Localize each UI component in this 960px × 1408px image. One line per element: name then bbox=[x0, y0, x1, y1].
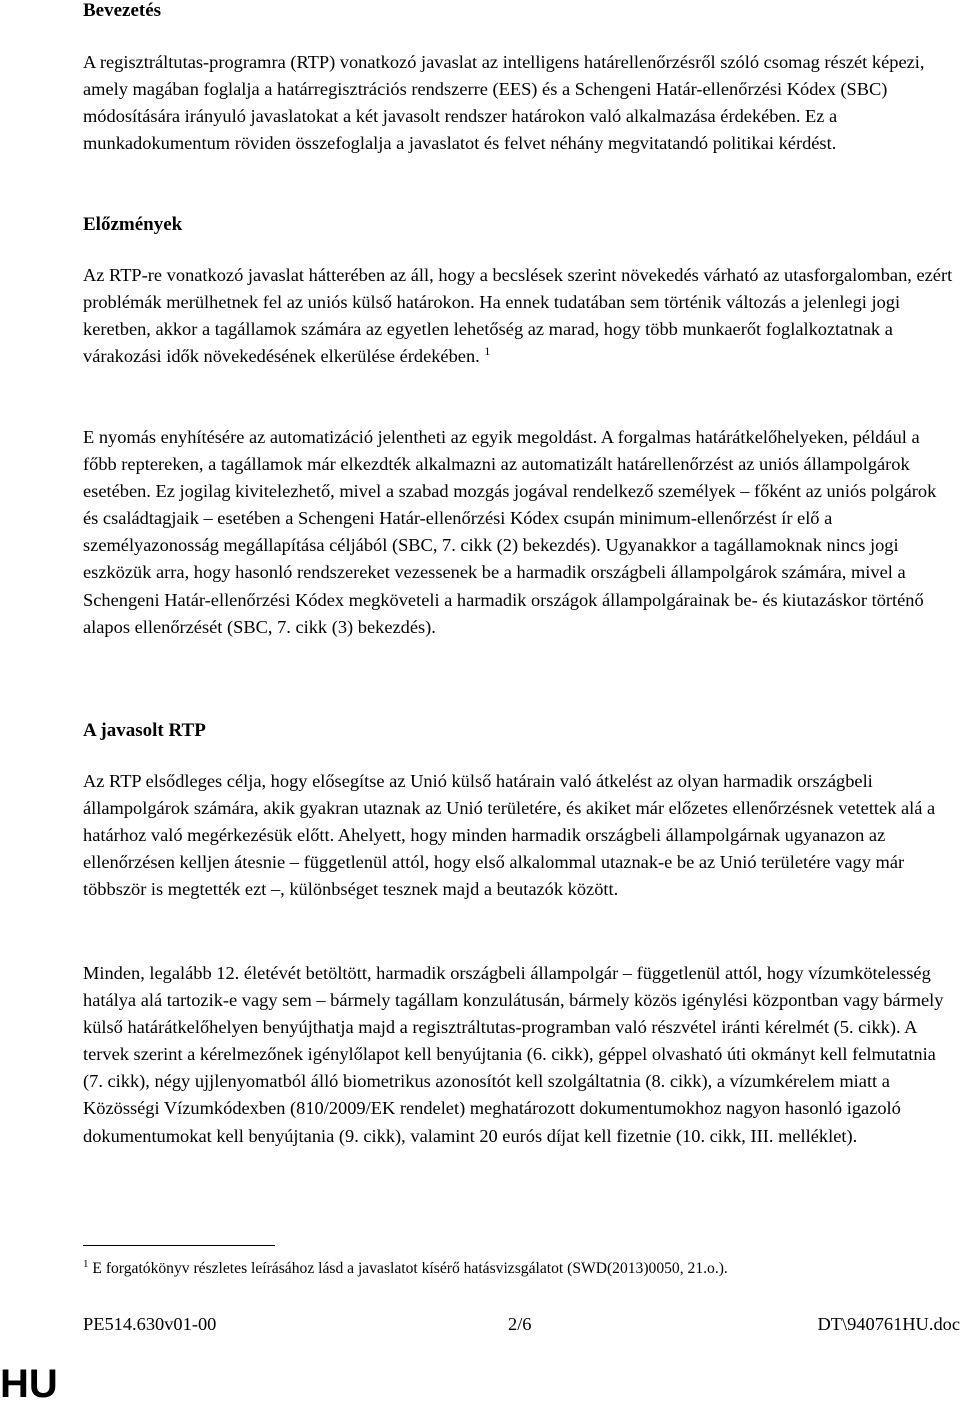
heading-background: Előzmények bbox=[83, 214, 183, 235]
footer-filename: DT\940761HU.doc bbox=[817, 1314, 960, 1334]
heading-intro: Bevezetés bbox=[83, 0, 162, 21]
footnote-reference[interactable]: 1 bbox=[484, 344, 491, 359]
language-code: HU bbox=[0, 1362, 58, 1406]
footer-reference: PE514.630v01-00 bbox=[83, 1314, 217, 1334]
footer-page-number: 2/6 bbox=[508, 1314, 532, 1334]
paragraph-intro: A regisztráltutas-programra (RTP) vonatkozó javaslat az intelligens határellenőrzésről szóló csomag részét képezi, amely magában foglalja a határregisztrációs rendszerre (EES) és a Schengeni Határ-ellenőrzési Kódex (SBC) módosítására irányuló javaslatokat a két javasolt rendszer határokon való alkalmazása érdekében. Ez a munkadokumentum röviden összefoglalja a javaslatot és felvet néhány megvitatandó politikai kérdést. bbox=[83, 52, 925, 154]
page-footer bbox=[83, 1310, 960, 1338]
paragraph-background-1-text: Az RTP-re vonatkozó javaslat hátterében az áll, hogy a becslések szerint növekedés várható az utasforgalomban, ezért problémák merülhetnek fel az uniós külső határokon. Ha ennek tudatában sem történik változás a jelenlegi jogi keretben, akkor a tagállamok számára az egyetlen lehetőség az marad, hogy több munkaerőt foglalkoztatnak a várakozási idők növekedésének elkerülése érdekében. bbox=[83, 265, 953, 367]
footnote-number: 1 bbox=[83, 1258, 89, 1270]
heading-proposal: A javasolt RTP bbox=[83, 720, 206, 741]
paragraph-background-1 bbox=[83, 262, 955, 370]
footnote-divider bbox=[83, 1245, 275, 1246]
paragraph-proposal-1: Az RTP elsődleges célja, hogy elősegítse az Unió külső határain való átkelést az olyan harmadik országbeli állampolgárok számára, akik gyakran utaznak az Unió területére, és akiket már előzetes ellenőrzésnek vetettek alá a határhoz való megérkezésük előtt. Ahelyett, hogy minden harmadik országbeli állampolgárnak ugyanazon az ellenőrzésen kelljen átesnie – függetlenül attól, hogy első alkalommal utaznak-e be az Unió területére vagy már többször is megtették ezt –, különbséget tesznek majd a beutazók között. bbox=[83, 771, 936, 900]
paragraph-proposal-2: Minden, legalább 12. életévét betöltött, harmadik országbeli állampolgár – függetlenül attól, hogy vízumkötelesség hatálya alá tartozik-e vagy sem – bármely tagállam konzulátusán, bármely közös igénylési központban vagy bármely külső határátkelőhelyen benyújthatja majd a regisztráltutas-programban való részvétel iránti kérelmét (5. cikk). A tervek szerint a kérelmezőnek igénylőlapot kell benyújtania (6. cikk), géppel olvasható úti okmányt kell felmutatnia (7. cikk), négy ujjlenyomatból álló biometrikus azonosítót kell szolgáltatnia (8. cikk), a vízumkérelem miatt a Közösségi Vízumkódexben (810/2009/EK rendelet) meghatározott dokumentumokhoz nagyon hasonló igazoló dokumentumokat kell benyújtania (9. cikk), valamint 20 eurós díjat kell fizetnie (10. cikk, III. melléklet). bbox=[83, 963, 944, 1146]
paragraph-background-2: E nyomás enyhítésére az automatizáció jelentheti az egyik megoldást. A forgalmas határátkelőhelyeken, például a főbb reptereken, a tagállamok már elkezdték alkalmazni az automatizált határellenőrzést az uniós állampolgárok esetében. Ez jogilag kivitelezhető, mivel a szabad mozgás jogával rendelkező személyek – főként az uniós polgárok és családtagjaik – esetében a Schengeni Határ-ellenőrzési Kódex csupán minimum-ellenőrzést ír elő a személyazonosság megállapítása céljából (SBC, 7. cikk (2) bekezdés). Ugyanakkor a tagállamoknak nincs jogi eszközük arra, hogy hasonló rendszereket vezessenek be a harmadik országbeli állampolgárok számára, mivel a Schengeni Határ-ellenőrzési Kódex megköveteli a harmadik országok állampolgárainak be- és kiutazáskor történő alapos ellenőrzését (SBC, 7. cikk (3) bekezdés). bbox=[83, 427, 937, 637]
footnote bbox=[83, 1258, 960, 1280]
footnote-text: E forgatókönyv részletes leírásához lásd a javaslatot kísérő hatásvizsgálatot (SWD(2013)0050, 21.o.). bbox=[88, 1260, 728, 1277]
